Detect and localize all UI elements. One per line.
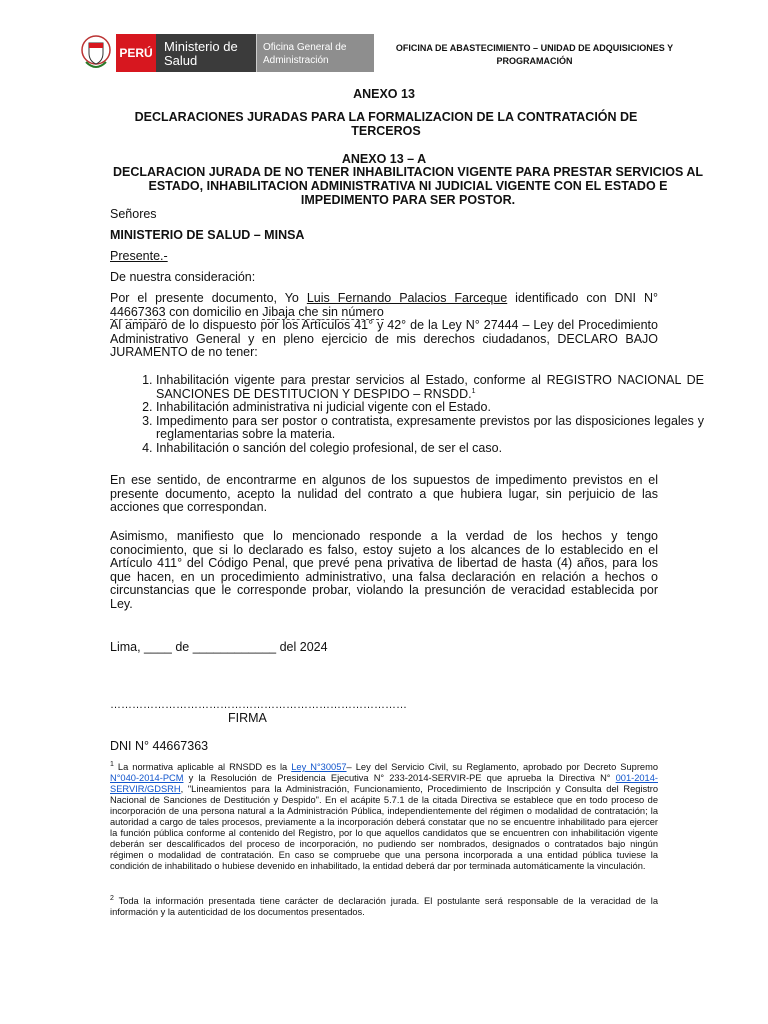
list-item: 2. Inhabilitación administrativa ni judicial vigente con el Estado. xyxy=(156,401,704,415)
consequence-paragraph: En ese sentido, de encontrarme en algunos de los supuestos de impedimento previstos en el presente documento, acepto la nulidad del contrato a que hubiera lugar, sin perjuicio de las acciones que correspondan. xyxy=(110,473,658,515)
ministry-logo: Ministerio de Salud xyxy=(156,34,256,72)
declarant-address: Jibaja che sin número xyxy=(262,304,384,319)
peru-logo: PERÚ xyxy=(116,34,156,72)
list-item: 1. Inhabilitación vigente para prestar servicios al Estado, conforme al REGISTRO NACIONAL DE SANCIONES DE DESTITUCION Y DESPIDO – RNSDD.$^1$ xyxy=(156,374,704,401)
intro-paragraph: Por el presente documento, Yo Luis Fernando Palacios Farceque identificado con DNI N° 44667363 con domicilio en Jibaja che sin número Al amparo de lo dispuesto por los Artículos 41° y 42° de la Ley N° 27444 – Ley del Procedimiento Administrativo General y en pleno ejercicio de mis derechos ciudadanos, DECLARO BAJO JURAMENTO de no tener: xyxy=(110,291,658,360)
dni-line: DNI N° 44667363 xyxy=(110,739,209,753)
footnote-1: $^1$ La normativa aplicable al RNSDD es la Ley N°30057– Ley del Servicio Civil, su Reglamento, aprobado por Decreto Supremo N°040-2014-PCM y la Resolución de Presidencia Ejecutiva N° 233-2014-SERVIR-PE que aprueba la Directiva N° 001-2014-SERVIR/GDSRH, "Lineamientos para la Administración, Funcionamiento, Procedimiento de Inscripción y Consulta del Registro Nacional de Sanciones de Destitución y Despido". En el acápite 5.7.1 de la citada Directiva se establece que en todo proceso de incorporación de una persona natural a la Administración Pública, independientemente del régimen o modalidad de contratación; la autoridad a cargo de tales procesos, previamente a la incorporación deberá constatar que no se encuentre inhabilitado para ejercer la función pública conforme al contenido del Registro, por lo que aquellos candidatos que se encuentren con inhabilitación vigente deberán ser descalificados del proceso de incorporación, no pudiendo ser nombrados, designados o contratados bajo ningún régimen o modalidad de contratación. En caso se compruebe que una persona incorporada a una entidad pública tuviese la condición de inhabilitado o hubiese devenido en inhabilitado, la entidad deberá dar por terminada automáticamente la vinculación. xyxy=(110,760,659,871)
declarant-dni: 44667363 xyxy=(110,304,166,319)
truth-paragraph: Asimismo, manifiesto que lo mencionado responde a la verdad de los hechos y tengo conocimiento, que si lo declarado es falso, estoy sujeto a los alcances de lo establecido en el Artículo 411° del Código Penal, que prevé pena privativa de libertad de hasta (4) años, para los que hacen, en un procedimiento administrativo, una falsa declaración en relación a hechos o circunstancias que le corresponde probar, violando la presunción de veracidad establecida por Ley. xyxy=(110,529,658,611)
list-item: 3. Impedimento para ser postor o contratista, expresamente previstos por las disposiciones legales y reglamentarias sobre la materia. xyxy=(156,415,704,442)
signature-line: ……………………………………………………………………… xyxy=(110,699,407,711)
main-title: DECLARACIONES JURADAS PARA LA FORMALIZACION DE LA CONTRATACIÓN DE TERCEROS xyxy=(134,110,638,138)
office-title: OFICINA DE ABASTECIMIENTO – UNIDAD DE ADQUISICIONES Y PROGRAMACIÓN xyxy=(395,43,674,66)
declaration-list xyxy=(110,374,704,456)
salutation: Señores xyxy=(110,207,157,221)
annex-title: ANEXO 13 xyxy=(353,87,415,101)
footnote-ref: 1 xyxy=(471,387,476,395)
declaration-subtitle: DECLARACION JURADA DE NO TENER INHABILITACION VIGENTE PARA PRESTAR SERVICIOS AL ESTADO, INHABILITACION ADMINISTRATIVA NI JUDICIAL VIGENTE CON EL ESTADO E IMPEDIMENTO PARA SER POSTOR. xyxy=(112,165,704,207)
presente-line: Presente.- xyxy=(110,249,168,263)
declarant-name: Luis Fernando Palacios Farceque xyxy=(306,291,508,305)
list-item: 4. Inhabilitación o sanción del colegio profesional, de ser el caso. xyxy=(156,442,704,456)
subannex-title: ANEXO 13 – A xyxy=(341,152,427,166)
date-line: Lima, ____ de ____________ del 2024 xyxy=(110,640,328,654)
directive-link[interactable]: 001-2014-SERVIR/GDSRH xyxy=(110,773,658,794)
law-link[interactable]: Ley N°30057 xyxy=(291,762,347,772)
peru-coat-of-arms-icon xyxy=(80,34,112,74)
footnote-2: $^2$ Toda la información presentada tiene carácter de declaración jurada. El postulante será responsable de la veracidad de la información y la autenticidad de los documentos presentados. xyxy=(110,894,658,917)
signature-label: FIRMA xyxy=(228,711,267,725)
legal-basis-text: Al amparo de lo dispuesto por los Artículos 41° y 42° de la Ley N° 27444 – Ley del Procedimiento Administrativo General y en pleno ejercicio de mis derechos ciudadanos, DECLARO BAJO JURAMENTO de no tener: xyxy=(110,318,658,360)
recipient: MINISTERIO DE SALUD – MINSA xyxy=(110,228,305,242)
decree-link[interactable]: N°040-2014-PCM xyxy=(110,773,184,783)
office-logo: Oficina General de Administración xyxy=(256,34,374,72)
consideration-line: De nuestra consideración: xyxy=(110,270,256,284)
